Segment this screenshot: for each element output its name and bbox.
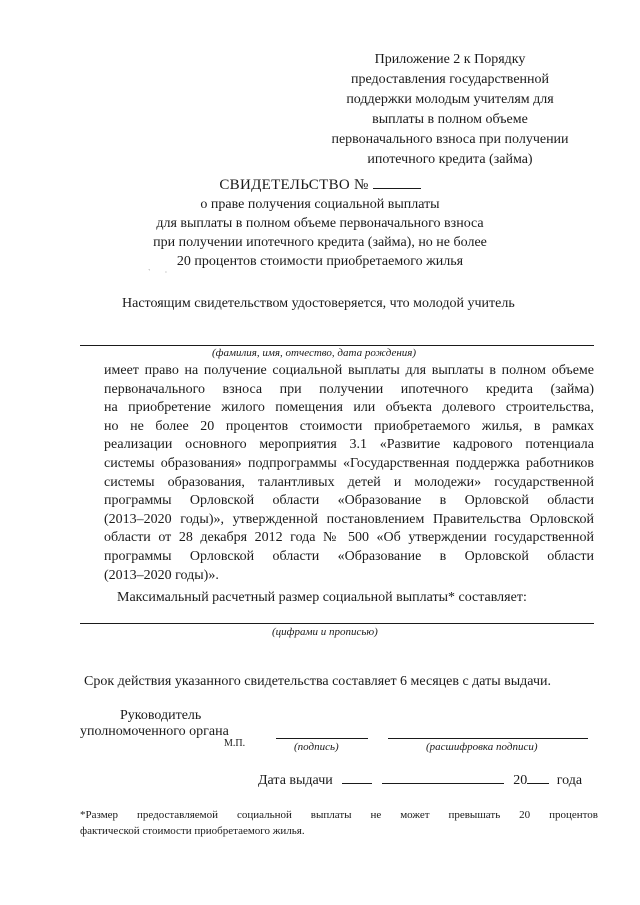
appendix-line: первоначального взноса при получении <box>331 132 569 147</box>
validity-text: Срок действия указанного свидетельства составляет 6 месяцев с даты выдачи. <box>84 674 551 689</box>
signature-decode-caption: (расшифровка подписи) <box>426 741 538 753</box>
max-payment-text: Максимальный расчетный размер социальной выплаты* составляет: <box>117 590 527 605</box>
issue-date-label: Дата выдачи <box>258 773 333 788</box>
issue-month-field[interactable] <box>382 771 504 784</box>
issue-year-suffix: года <box>556 773 583 788</box>
body-line: на приобретение жилого помещения или объекта долевого строительства, <box>104 400 594 416</box>
certificate-number-blank[interactable] <box>373 176 421 189</box>
body-line: реализации основного мероприятия 3.1 «Развитие кадрового потенциала <box>104 437 594 453</box>
footnote-line: фактической стоимости приобретаемого жилья. <box>80 825 305 837</box>
stamp-place-label: М.П. <box>224 738 246 749</box>
signatory-title-line2: уполномоченного органа <box>80 724 229 739</box>
body-line: программы Орловской области «Образование в Орловской области <box>104 493 594 509</box>
issue-day-field[interactable] <box>342 771 372 784</box>
signature-decode-field-line[interactable] <box>388 738 588 739</box>
body-line: области от 28 декабря 2012 года № 500 «Об утверждении государственной <box>104 530 594 546</box>
certificate-subtitle-line: при получении ипотечного кредита (займа), но не более <box>153 235 487 250</box>
certificate-title-text: СВИДЕТЕЛЬСТВО № <box>219 177 369 193</box>
body-line: программы Орловской области «Образование в Орловской области <box>104 548 594 564</box>
footnote <box>80 807 598 839</box>
name-field-caption: (фамилия, имя, отчество, дата рождения) <box>212 347 417 359</box>
certificate-subtitle-line: о праве получения социальной выплаты <box>200 197 440 212</box>
appendix-line: предоставления государственной <box>350 72 550 87</box>
amount-field-caption: (цифрами и прописью) <box>272 626 378 638</box>
certificate-subtitle-line: для выплаты в полном объеме первоначального взноса <box>156 216 484 231</box>
body-line: (2013–2020 годы)». <box>104 567 219 583</box>
appendix-line: поддержки молодым учителям для <box>346 92 554 107</box>
body-line: системы образования, талантливых детей и молодежи» государственной <box>104 474 594 490</box>
body-line: имеет право на получение социальной выплаты для выплаты в полном объеме <box>104 363 594 378</box>
appendix-header <box>300 50 600 170</box>
certificate-title <box>90 176 550 195</box>
body-line: но не более 20 процентов стоимости приобретаемого жилья, в рамках <box>104 418 594 434</box>
issue-date-row <box>258 771 582 789</box>
appendix-line: Приложение 2 к Порядку <box>374 52 526 67</box>
amount-field-line[interactable] <box>80 623 594 624</box>
signature-caption: (подпись) <box>294 741 339 753</box>
body-line: (2013–2020 годы)», утвержденной постановлением Правительства Орловской <box>104 511 594 527</box>
issue-year-prefix: 20 <box>513 773 528 788</box>
scan-specks: ˋ · <box>148 268 168 277</box>
issue-year-field[interactable] <box>527 771 549 784</box>
signature-field-line[interactable] <box>276 738 368 739</box>
certificate-title-block <box>90 176 550 271</box>
signatory-title-line1: Руководитель <box>120 708 202 723</box>
appendix-line: ипотечного кредита (займа) <box>367 152 533 167</box>
appendix-line: выплаты в полном объеме <box>372 112 528 127</box>
main-body-text <box>104 362 594 585</box>
body-line: первоначального взноса при получении ипотечного кредита (займа) <box>104 381 594 397</box>
intro-text: Настоящим свидетельством удостоверяется, что молодой учитель <box>122 296 515 311</box>
name-field-line[interactable] <box>80 345 594 346</box>
footnote-line: *Размер предоставляемой социальной выплаты не может превышать 20 процентов <box>80 809 598 821</box>
certificate-subtitle-line: 20 процентов стоимости приобретаемого жилья <box>176 254 464 269</box>
body-line: системы образования» подпрограммы «Государственная поддержка работников <box>104 455 594 471</box>
